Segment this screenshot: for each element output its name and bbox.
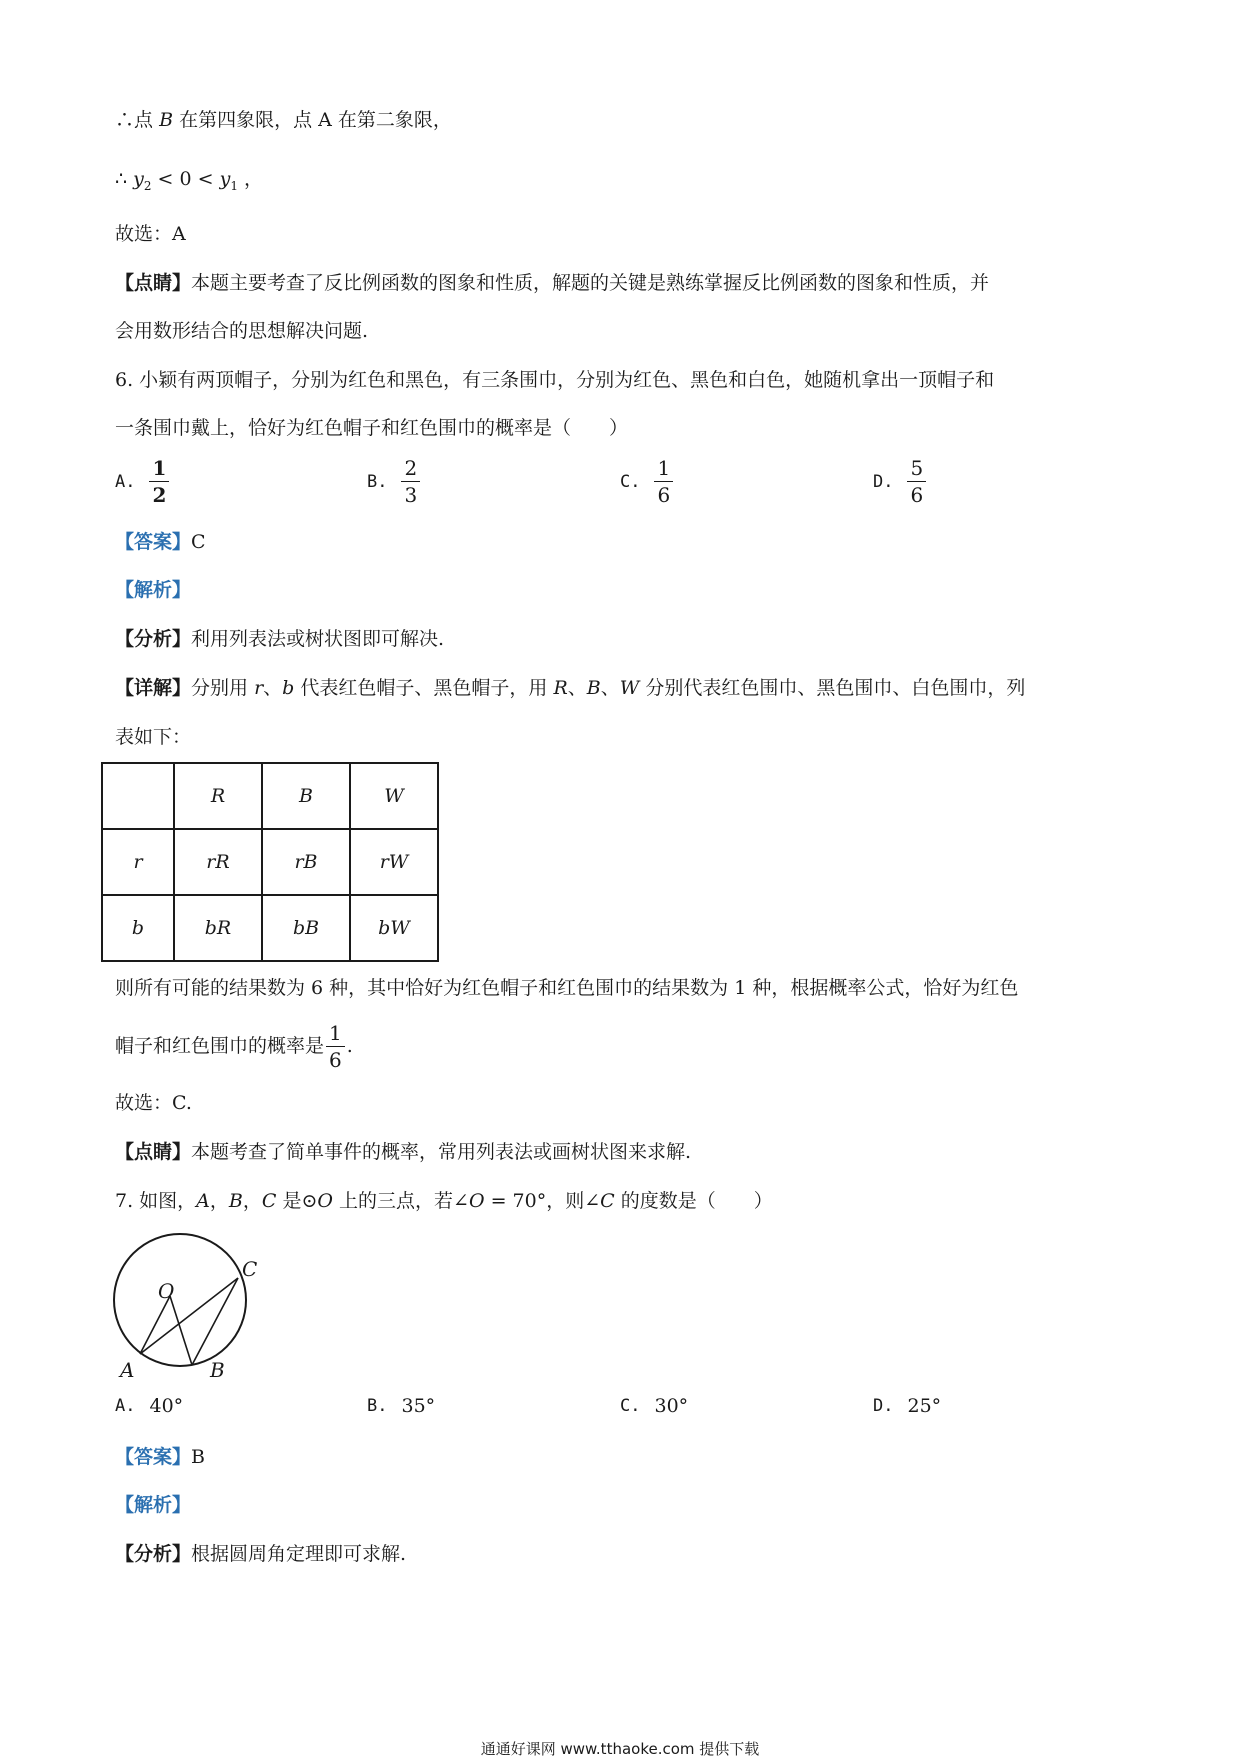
q6-result-line-1: 则所有可能的结果数为 6 种，其中恰好为红色帽子和红色围巾的结果数为 1 种，根据概率公式，恰好为红色 bbox=[115, 977, 1019, 999]
q6-option-d: D. $\frac{5}{6}$ bbox=[873, 458, 926, 505]
table-cell: R bbox=[174, 763, 262, 829]
q6-option-b: B. $\frac{2}{3}$ bbox=[367, 458, 420, 505]
fraction: $\frac{1}{6}$ bbox=[654, 458, 673, 505]
label-a: A bbox=[120, 1358, 135, 1380]
table-cell: rB bbox=[262, 829, 350, 895]
table-row bbox=[102, 829, 438, 895]
segment-ao bbox=[140, 1296, 170, 1354]
q6-dianjing: 【点睛】本题考查了简单事件的概率，常用列表法或画树状图来求解. bbox=[115, 1141, 692, 1163]
q7-answer: 【答案】B bbox=[115, 1446, 205, 1468]
table-cell: r bbox=[102, 829, 174, 895]
q7-fenxi: 【分析】根据圆周角定理即可求解. bbox=[115, 1543, 407, 1565]
segment-ob bbox=[170, 1296, 192, 1365]
q6-table-intro: 表如下： bbox=[115, 726, 192, 748]
outcome-table bbox=[101, 762, 439, 962]
q6-result-line-2: 帽子和红色围巾的概率是 $\frac{1}{6}$ . bbox=[115, 1020, 353, 1072]
table-cell: rW bbox=[350, 829, 438, 895]
q6-xiangjie: 【详解】分别用 r、b 代表红色帽子、黑色帽子，用 R、B、W 分别代表红色围巾、黑色围巾、白色围巾，列 bbox=[115, 677, 1026, 699]
table-cell: W bbox=[350, 763, 438, 829]
q7-option-c: C. 30° bbox=[620, 1395, 689, 1417]
q6-choose: 故选：C. bbox=[115, 1092, 192, 1114]
table-cell bbox=[102, 763, 174, 829]
segment-ac bbox=[140, 1278, 238, 1354]
q7-option-a: A. 40° bbox=[115, 1395, 184, 1417]
q6-option-a: A. $\frac{1}{2}$ bbox=[115, 458, 169, 505]
table-cell: bW bbox=[350, 895, 438, 961]
fraction: $\frac{2}{3}$ bbox=[401, 458, 420, 505]
reason-line-2: ∴ $y_2 < 0 < y_1$ ， bbox=[115, 168, 264, 193]
q7-stem: 7. 如图，A，B，C 是⊙O 上的三点，若∠O = 70°，则∠C 的度数是（ ） bbox=[115, 1190, 773, 1212]
q6-answer: 【答案】C bbox=[115, 531, 206, 553]
label-b: B bbox=[210, 1358, 225, 1380]
table-cell: bR bbox=[174, 895, 262, 961]
q6-analysis-heading: 【解析】 bbox=[115, 579, 192, 601]
q7-option-d: D. 25° bbox=[873, 1395, 942, 1417]
table-row bbox=[102, 763, 438, 829]
q6-stem-line-2: 一条围巾戴上，恰好为红色帽子和红色围巾的概率是（ ） bbox=[115, 417, 629, 439]
page-footer: 通通好课网 www.tthaoke.com 提供下载 bbox=[480, 1740, 760, 1758]
table-cell: rR bbox=[174, 829, 262, 895]
dianjing-q5-line-1: 【点睛】本题主要考查了反比例函数的图象和性质，解题的关键是熟练掌握反比例函数的图象和性质，并 bbox=[115, 272, 990, 294]
choose-line-q5: 故选：A bbox=[115, 223, 186, 245]
table-cell: b bbox=[102, 895, 174, 961]
dianjing-q5-line-2: 会用数形结合的思想解决问题. bbox=[115, 320, 369, 342]
q6-stem-line-1: 6. 小颖有两顶帽子，分别为红色和黑色，有三条围巾，分别为红色、黑色和白色，她随机拿出一顶帽子和 bbox=[115, 369, 995, 391]
label-c: C bbox=[242, 1257, 258, 1281]
q7-analysis-heading: 【解析】 bbox=[115, 1494, 192, 1516]
reason-line-1: ∴点 B 在第四象限，点 A 在第二象限， bbox=[115, 109, 452, 131]
circle-figure bbox=[100, 1230, 280, 1380]
table-cell: bB bbox=[262, 895, 350, 961]
label-o: O bbox=[158, 1279, 175, 1303]
fraction: $\frac{1}{2}$ bbox=[149, 458, 169, 505]
segment-bc bbox=[192, 1278, 238, 1365]
q6-fenxi: 【分析】利用列表法或树状图即可解决. bbox=[115, 628, 445, 650]
table-row bbox=[102, 895, 438, 961]
table-cell: B bbox=[262, 763, 350, 829]
fraction: $\frac{1}{6}$ bbox=[326, 1023, 345, 1070]
q6-option-c: C. $\frac{1}{6}$ bbox=[620, 458, 673, 505]
fraction: $\frac{5}{6}$ bbox=[907, 458, 926, 505]
q7-option-b: B. 35° bbox=[367, 1395, 436, 1417]
